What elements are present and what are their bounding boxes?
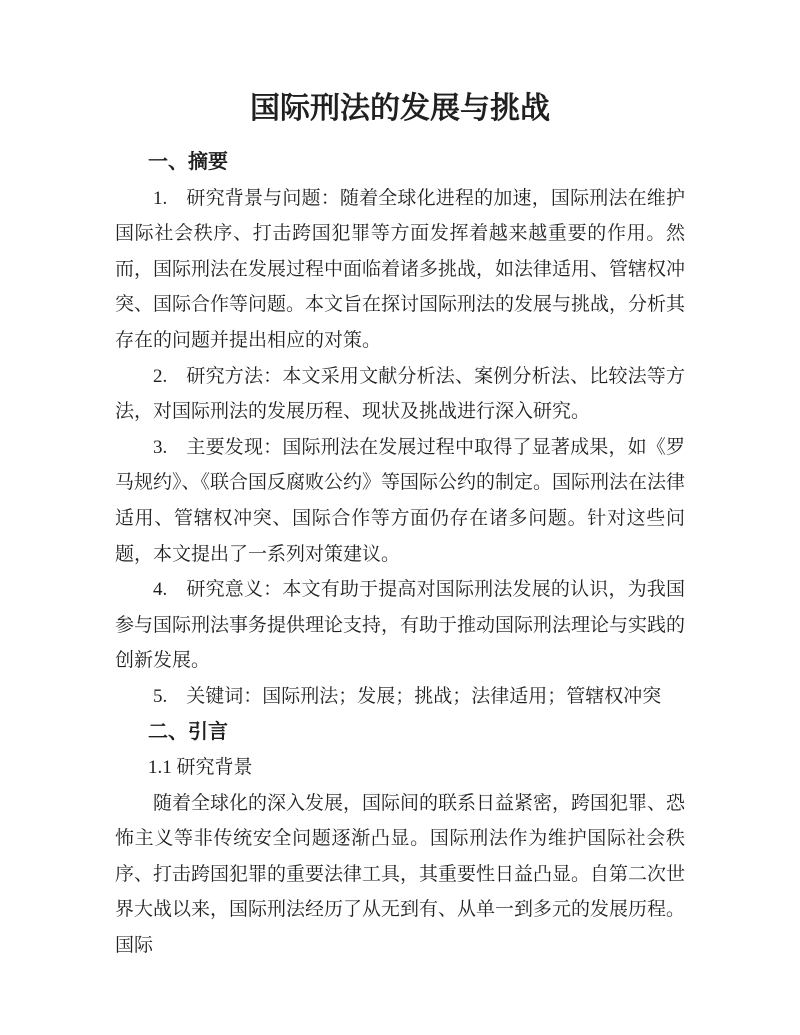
abstract-item-findings: 3. 主要发现：国际刑法在发展过程中取得了显著成果，如《罗马规约》、《联合国反腐败公约》等国际公约的制定。国际刑法在法律适用、管辖权冲突、国际合作等方面仍存在诸多问题。针对这些问题，本文提出了一系列对策建议。 [115,436,686,565]
section-heading-abstract: 一、摘要 [148,151,228,173]
document-body [115,145,685,964]
abstract-item-keywords: 5. 关键词：国际刑法；发展；挑战；法律适用；管辖权冲突 [153,685,662,707]
abstract-item-methods: 2. 研究方法：本文采用文献分析法、案例分析法、比较法等方法，对国际刑法的发展历程、现状及挑战进行深入研究。 [115,365,685,423]
paragraph-research-background: 随着全球化的深入发展，国际间的联系日益紧密，跨国犯罪、恐怖主义等非传统安全问题逐渐凸显。国际刑法作为维护国际社会秩序、打击跨国犯罪的重要法律工具，其重要性日益凸显。自第二次世界大战以来，国际刑法经历了从无到有、从单一到多元的发展历程。国际 [115,792,686,957]
abstract-item-significance: 4. 研究意义：本文有助于提高对国际刑法发展的认识，为我国参与国际刑法事务提供理论支持，有助于推动国际刑法理论与实践的创新发展。 [115,579,686,672]
abstract-item-background: 1. 研究背景与问题：随着全球化进程的加速，国际刑法在维护国际社会秩序、打击跨国犯罪等方面发挥着越来越重要的作用。然而，国际刑法在发展过程中面临着诸多挑战，如法律适用、管辖权冲突、国际合作等问题。本文旨在探讨国际刑法的发展与挑战，分析其存在的问题并提出相应的对策。 [115,187,686,351]
subsection-heading-research-background: 1.1 研究背景 [148,757,253,779]
page-title: 国际刑法的发展与挑战 [250,92,550,125]
section-heading-introduction: 二、引言 [148,720,228,743]
